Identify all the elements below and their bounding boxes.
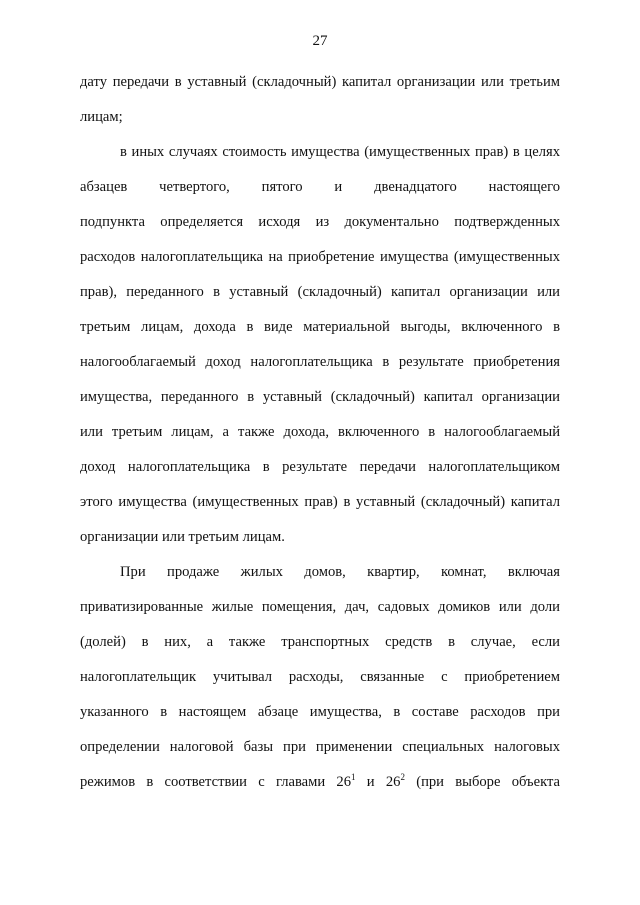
text-line: налогоплательщик учитывал расходы, связанные с приобретением <box>80 669 560 685</box>
text-line: организации или третьим лицам. <box>80 529 285 545</box>
text-line: приватизированные жилые помещения, дач, садовых домиков или доли <box>80 599 560 615</box>
text-line: лицам; <box>80 109 123 125</box>
text-fragment: режимов в соответствии с главами 26 <box>80 774 352 790</box>
text-line: подпункта определяется исходя из документально подтвержденных <box>80 214 560 230</box>
text-line: доход налогоплательщика в результате передачи налогоплательщиком <box>80 459 560 475</box>
text-fragment: и 26 <box>355 774 401 790</box>
text-line: прав), переданного в уставный (складочный) капитал организации или <box>80 284 560 300</box>
text-line: определении налоговой базы при применении специальных налоговых <box>80 739 560 755</box>
text-line: налогооблагаемый доход налогоплательщика в результате приобретения <box>80 354 560 370</box>
text-line: (долей) в них, а также транспортных средств в случае, если <box>80 634 560 650</box>
text-line: расходов налогоплательщика на приобретение имущества (имущественных <box>80 249 560 265</box>
text-line: При продаже жилых домов, квартир, комнат, включая <box>120 564 560 580</box>
superscript: 2 <box>400 772 405 783</box>
text-line: дату передачи в уставный (складочный) капитал организации или третьим <box>80 74 560 90</box>
text-line-with-superscripts <box>80 773 560 791</box>
text-line: третьим лицам, дохода в виде материальной выгоды, включенного в <box>80 319 560 335</box>
text-line: абзацев четвертого, пятого и двенадцатого настоящего <box>80 179 560 195</box>
text-line: указанного в настоящем абзаце имущества, в составе расходов при <box>80 704 560 720</box>
superscript: 1 <box>351 772 356 783</box>
text-fragment: (при выборе объекта <box>404 774 561 790</box>
text-line: или третьим лицам, а также дохода, включенного в налогооблагаемый <box>80 424 560 440</box>
text-line: в иных случаях стоимость имущества (имущественных прав) в целях <box>120 144 560 160</box>
page-number: 27 <box>312 33 328 49</box>
text-line: имущества, переданного в уставный (складочный) капитал организации <box>80 389 560 405</box>
text-line: этого имущества (имущественных прав) в уставный (складочный) капитал <box>80 494 560 510</box>
